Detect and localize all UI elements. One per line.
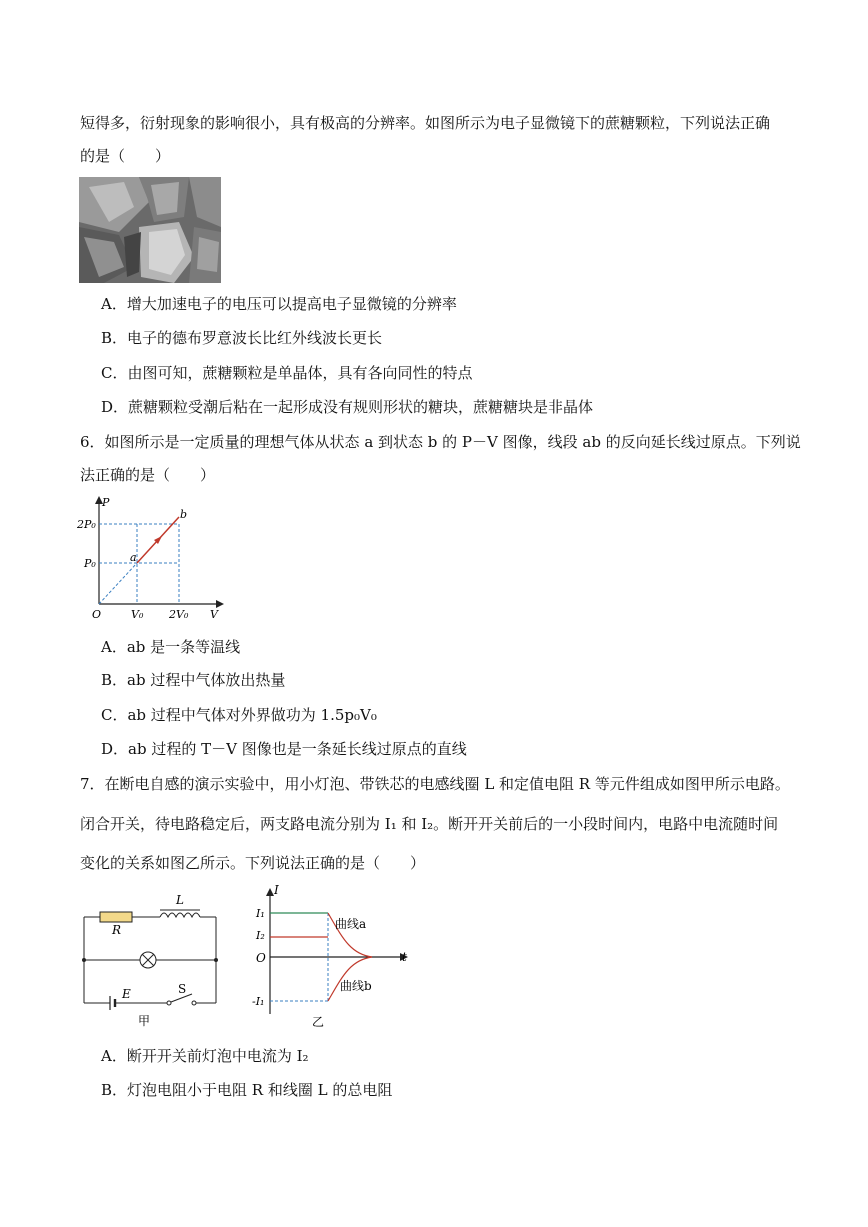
q5-option-a: A．增大加速电子的电压可以提高电子显微镜的分辨率	[101, 295, 457, 313]
point-b-label: b	[180, 508, 188, 521]
t-axis-label: t	[402, 950, 407, 964]
v-axis-label: V	[210, 608, 218, 621]
current-time-graph	[250, 882, 420, 1032]
p-axis-label: P	[102, 496, 110, 509]
curve-b-label: 曲线b	[340, 979, 372, 993]
q7-stem-line1: 7．在断电自感的演示实验中，用小灯泡、带铁芯的电感线圈 L 和定值电阻 R 等元件组成如图甲所示电路。	[80, 775, 790, 793]
tick-2p0: 2P₀	[77, 518, 96, 531]
tick-v0: V₀	[131, 608, 144, 621]
caption-yi: 乙	[312, 1015, 325, 1029]
tick-2v0: 2V₀	[169, 608, 189, 621]
label-e: E	[122, 987, 131, 1001]
label-l: L	[176, 893, 184, 907]
circuit-diagram	[76, 890, 226, 1030]
extension-line	[99, 563, 137, 604]
q7-stem-line2: 闭合开关，待电路稳定后，两支路电流分别为 I₁ 和 I₂。断开开关前后的一小段时间内，电路中电流随时间	[80, 815, 779, 833]
q7-option-b: B．灯泡电阻小于电阻 R 和线圈 L 的总电阻	[101, 1081, 393, 1099]
tick-p0: P₀	[84, 557, 96, 570]
i-axis-arrow-icon	[266, 888, 274, 896]
q6-stem-line2: 法正确的是（ ）	[80, 466, 216, 484]
curve-a-label: 曲线a	[335, 917, 367, 931]
tick-i2: I₂	[256, 929, 265, 942]
origin-label: O	[256, 951, 266, 965]
v-axis-arrow-icon	[216, 600, 224, 608]
q5-stem-line2: 的是（ ）	[80, 147, 171, 165]
q5-option-c: C．由图可知，蔗糖颗粒是单晶体，具有各向同性的特点	[101, 364, 473, 382]
caption-jia: 甲	[138, 1014, 151, 1028]
q6-option-b: B．ab 过程中气体放出热量	[101, 671, 286, 689]
origin-label: O	[92, 608, 102, 621]
i-axis-label: I	[274, 883, 279, 897]
q6-stem-line1: 6．如图所示是一定质量的理想气体从状态 a 到状态 b 的 P－V 图像，线段 ab 的反向延长线过原点。下列说	[80, 433, 801, 451]
q5-option-d: D．蔗糖颗粒受潮后粘在一起形成没有规则形状的糖块，蔗糖糖块是非晶体	[101, 398, 594, 416]
sucrose-micrograph	[79, 177, 221, 283]
resistor-r	[100, 912, 132, 922]
q7-option-a: A．断开开关前灯泡中电流为 I₂	[101, 1047, 309, 1065]
q6-option-c: C．ab 过程中气体对外界做功为 1.5p₀V₀	[101, 706, 377, 724]
tick-i1: I₁	[256, 907, 265, 920]
point-a-label: a	[130, 551, 137, 564]
pv-graph	[76, 494, 226, 624]
q6-option-d: D．ab 过程的 T－V 图像也是一条延长线过原点的直线	[101, 740, 467, 758]
q7-stem-line3: 变化的关系如图乙所示。下列说法正确的是（ ）	[80, 854, 426, 872]
label-r: R	[112, 923, 122, 937]
q5-stem-line1: 短得多，衍射现象的影响很小，具有极高的分辨率。如图所示为电子显微镜下的蔗糖颗粒，下列说法正确	[80, 114, 771, 132]
q5-option-b: B．电子的德布罗意波长比红外线波长更长	[101, 329, 383, 347]
inductor-l	[160, 913, 200, 917]
label-s: S	[178, 982, 187, 996]
q6-option-a: A．ab 是一条等温线	[101, 638, 241, 656]
tick-minus-i1: -I₁	[252, 995, 265, 1008]
